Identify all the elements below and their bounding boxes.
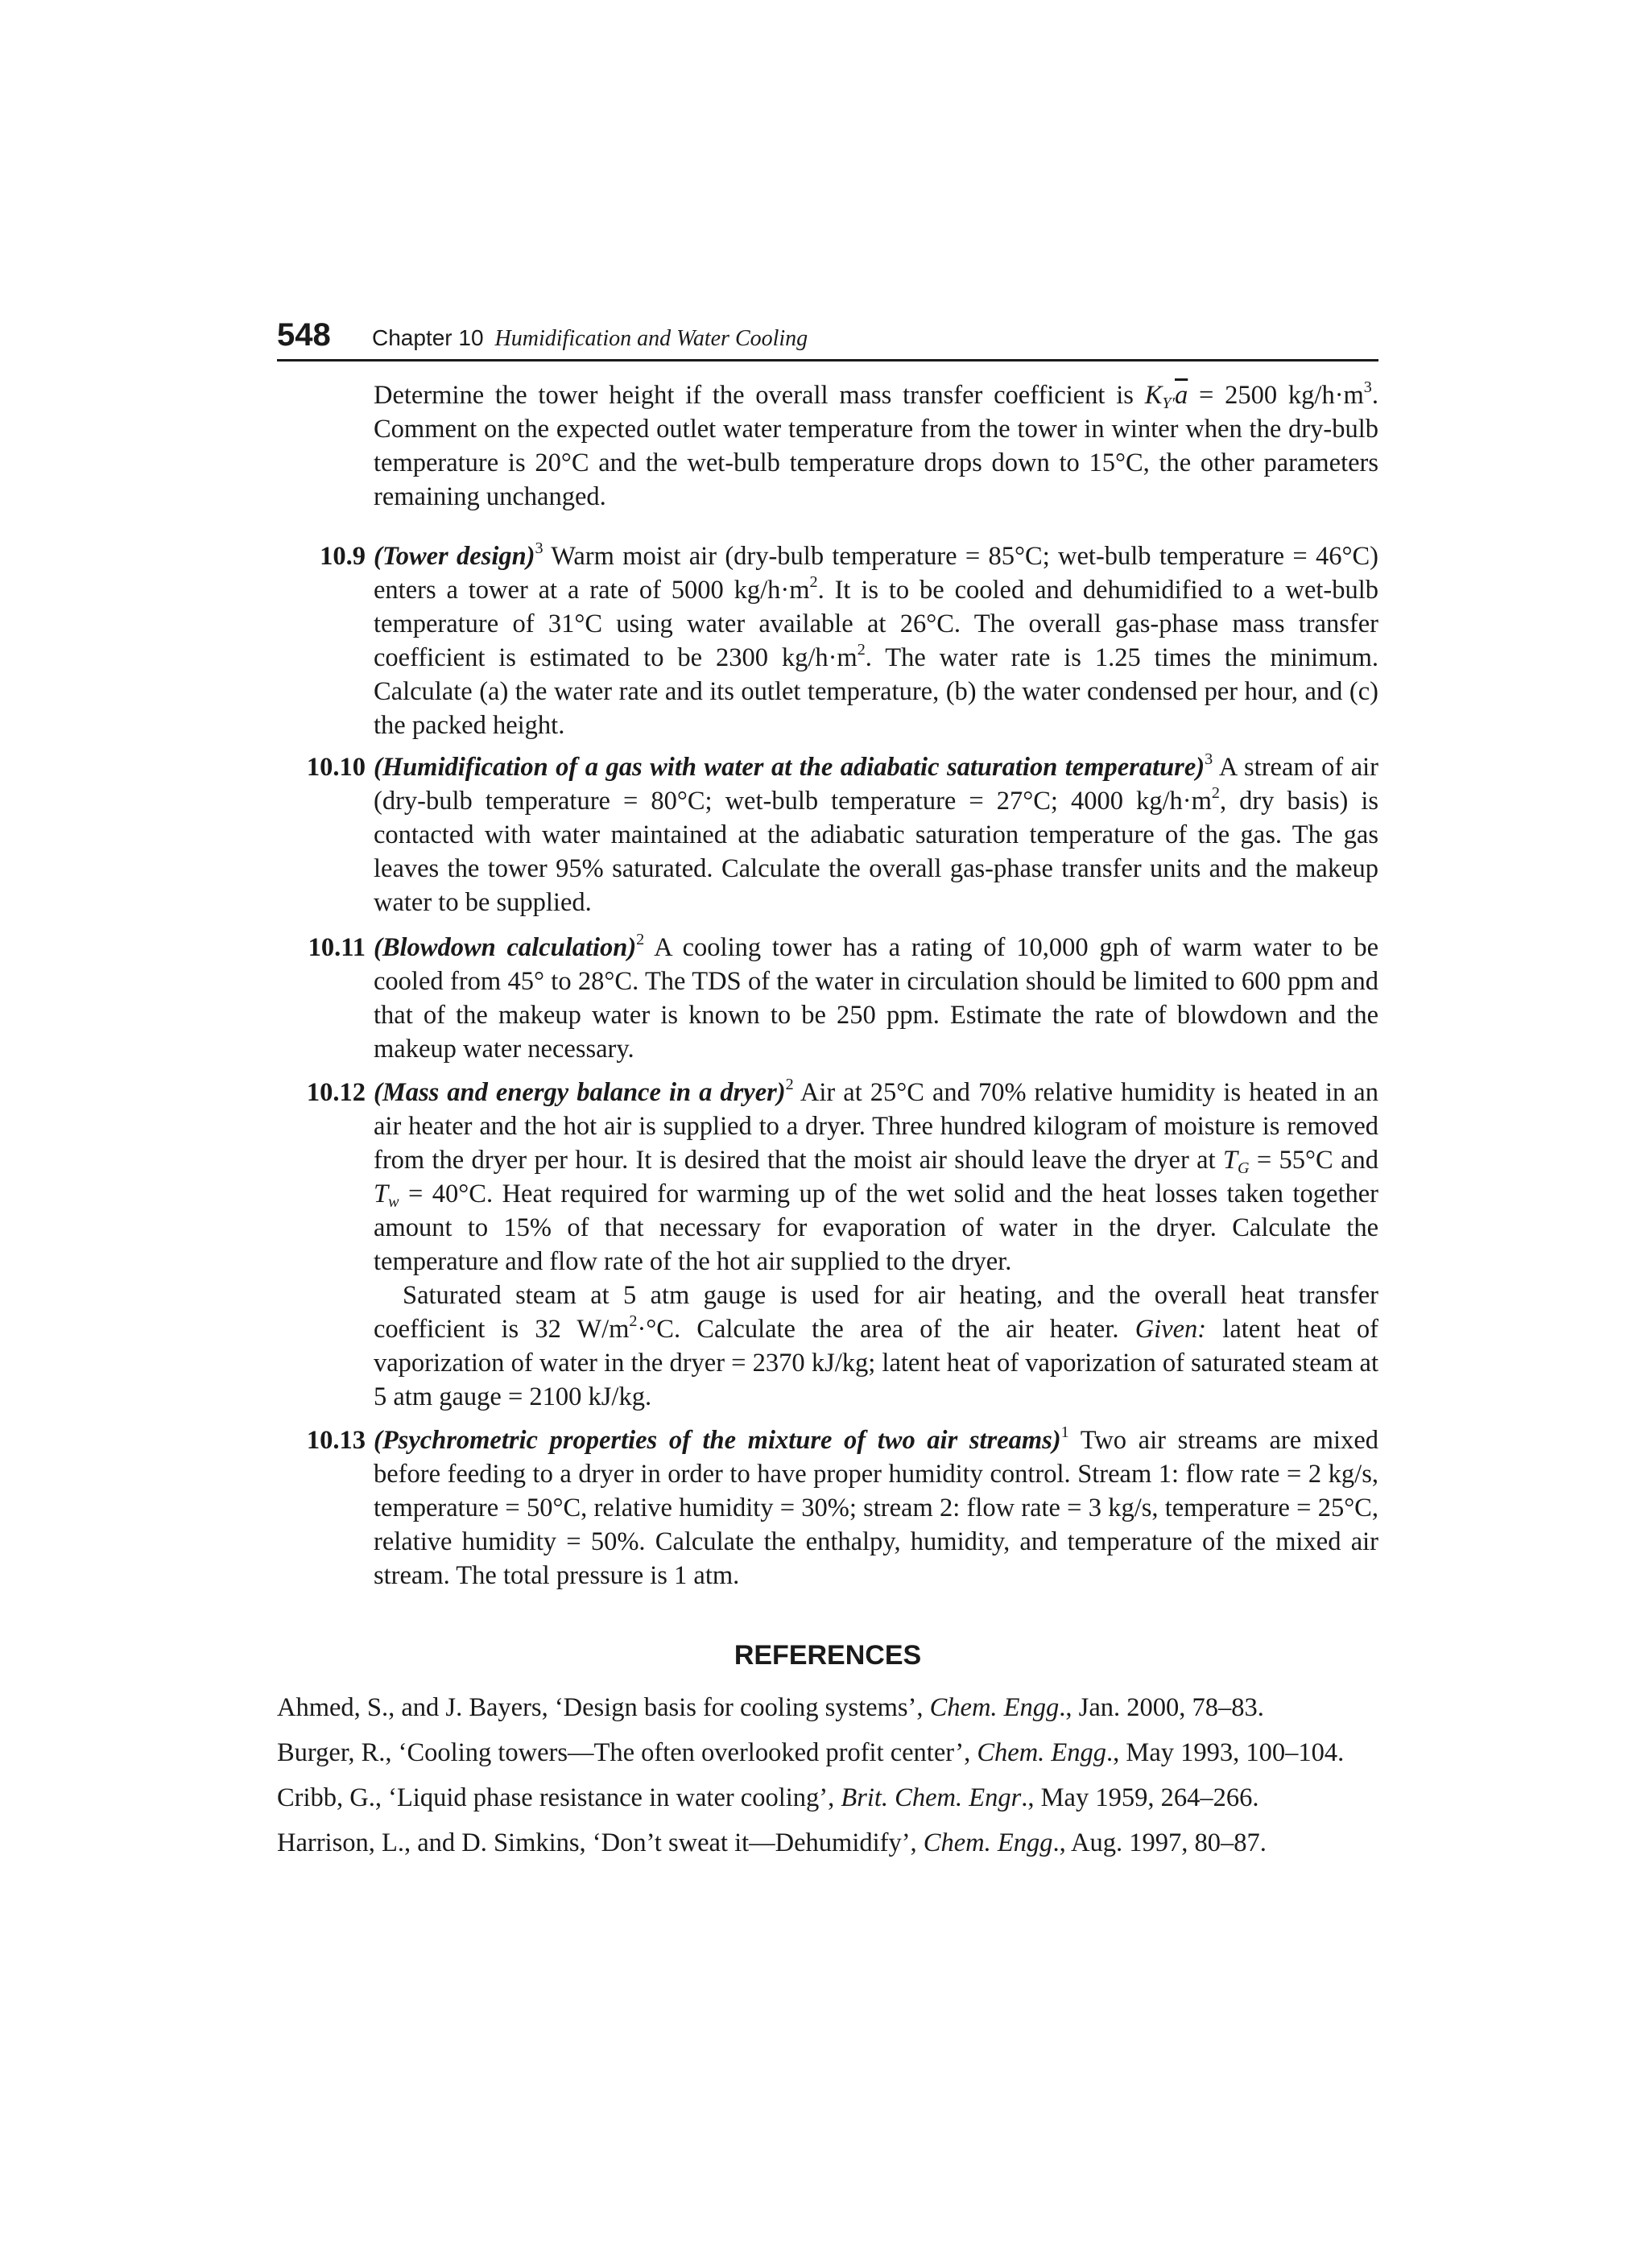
problem-paragraph-2: Saturated steam at 5 atm gauge is used for air heating, and the overall heat transfer coefficient is 32 $W/m^2\cdot^\circ C$. Calculate the area of the air heater. Given: latent heat of vaporization of water in the dryer = 2370 kJ/kg; latent heat of vaporization of saturated steam at 5 atm gauge = 2100 kJ/kg. [374, 1281, 1378, 1411]
symbol-k: K [1144, 381, 1163, 410]
problem-number: 10.10 [306, 753, 366, 782]
problem-paragraph-1: (Mass and energy balance in a dryer)$^2$ Air at 25°C and 70% relative humidity is heated in an air heater and the hot air is supplied to a dryer. Three hundred kilogram of moisture is removed from the dryer per hour. It is desired that the moist air should leave the dryer at $T_G = 55^\circ C$ and $T_w = 40^\circ C$. Heat required for warming up of the wet solid and the heat losses taken together amount to 15% of that necessary for evaporation of water in the dryer. Calculate the temperature and flow rate of the hot air supplied to the dryer. [374, 1075, 1378, 1276]
reference-marker: 3 [1205, 750, 1213, 768]
problem-title: (Blowdown calculation) [374, 933, 637, 962]
references-list [277, 1691, 1378, 1871]
reference-entry: Harrison, L., and D. Simkins, ‘Don’t sweat it—Dehumidify’, Chem. Engg., Aug. 1997, 80–87. [277, 1828, 1267, 1857]
journal-name: Brit. Chem. Engr [841, 1783, 1022, 1812]
problem-text [374, 1076, 1378, 1414]
reference-marker: 2 [636, 930, 645, 948]
chapter-number: Chapter 10 [372, 325, 484, 350]
problem-number: 10.13 [306, 1426, 366, 1455]
symbol-k-subscript: Y′ [1162, 395, 1175, 413]
problem-title: (Tower design) [374, 542, 535, 571]
page-number: 548 [277, 317, 331, 353]
chapter-title: Humidification and Water Cooling [494, 326, 808, 351]
reference-entry: Ahmed, S., and J. Bayers, ‘Design basis for cooling systems’, Chem. Engg., Jan. 2000, 78–83. [277, 1693, 1264, 1722]
problem-number: 10.12 [306, 1078, 366, 1107]
problem-text: (Tower design)$^3$ Warm moist air (dry-bulb temperature = 85°C; wet-bulb temperature = 46°C) enters a tower at a rate of 5000 $kg/h\cdot m^2$. It is to be cooled and dehumidified to a wet-bulb temperature of 31°C using water available at 26°C. The overall gas-phase mass transfer coefficient is estimated to be 2300 $kg/h\cdot m^2$. The water rate is 1.25 times the minimum. Calculate (a) the water rate and its outlet temperature, (b) the water condensed per hour, and (c) the packed height. [374, 539, 1379, 740]
chapter-label [372, 320, 808, 357]
reference-marker: 1 [1060, 1423, 1069, 1441]
problem-text: (Blowdown calculation)$^2$ A cooling tower has a rating of 10,000 gph of warm water to be cooled from 45° to 28°C. The TDS of the water in circulation should be limited to 600 ppm and that of the makeup water is known to be 250 ppm. Estimate the rate of blowdown and the makeup water necessary. [374, 930, 1378, 1064]
reference-marker: 3 [535, 539, 543, 557]
problem-title: (Humidification of a gas with water at the adiabatic saturation temperature) [374, 753, 1205, 782]
running-head [277, 312, 1378, 361]
journal-name: Chem. Engg [929, 1693, 1060, 1722]
reference-marker: 2 [785, 1075, 794, 1093]
journal-name: Chem. Engg [923, 1828, 1053, 1857]
problem-title: (Mass and energy balance in a dryer) [374, 1078, 786, 1107]
continued-problem-text: Determine the tower height if the overall mass transfer coefficient is $K_{Y'}\overline{a} = 2500$ $kg/h\cdot m^3$. Comment on the expected outlet water temperature from the tower in winter when the dry-bulb temperature is 20°C and the wet-bulb temperature drops down to 15°C, the other parameters remaining unchanged. [374, 378, 1378, 511]
references-heading: REFERENCES [734, 1640, 922, 1671]
problem-text: (Psychrometric properties of the mixture of two air streams)$^1$ Two air streams are mixed before feeding to a dryer in order to have proper humidity control. Stream 1: flow rate = 2 kg/s, temperature = 50°C, relative humidity = 30%; stream 2: flow rate = 3 kg/s, temperature = 25°C, relative humidity = 50%. Calculate the enthalpy, humidity, and temperature of the mixed air stream. The total pressure is 1 atm. [374, 1423, 1378, 1590]
problem-number: 10.9 [320, 542, 366, 571]
problem-title: (Psychrometric properties of the mixture of two air streams) [374, 1426, 1061, 1455]
problem-text: (Humidification of a gas with water at the adiabatic saturation temperature)$^3$ A stream of air (dry-bulb temperature = 80°C; wet-bulb temperature = 27°C; 4000 $kg/h\cdot m^2$, dry basis) is contacted with water maintained at the adiabatic saturation temperature of the gas. The gas leaves the tower 95% saturated. Calculate the overall gas-phase transfer units and the makeup water to be supplied. [374, 750, 1378, 917]
problem-number: 10.11 [308, 933, 366, 962]
journal-name: Chem. Engg [977, 1738, 1107, 1767]
reference-entry: Burger, R., ‘Cooling towers—The often overlooked profit center’, Chem. Engg., May 1993, 100–104. [277, 1738, 1345, 1767]
symbol-a-bar: $\overline{a}$ [1175, 381, 1188, 410]
reference-entry: Cribb, G., ‘Liquid phase resistance in water cooling’, Brit. Chem. Engr., May 1959, 264–266. [277, 1783, 1259, 1812]
